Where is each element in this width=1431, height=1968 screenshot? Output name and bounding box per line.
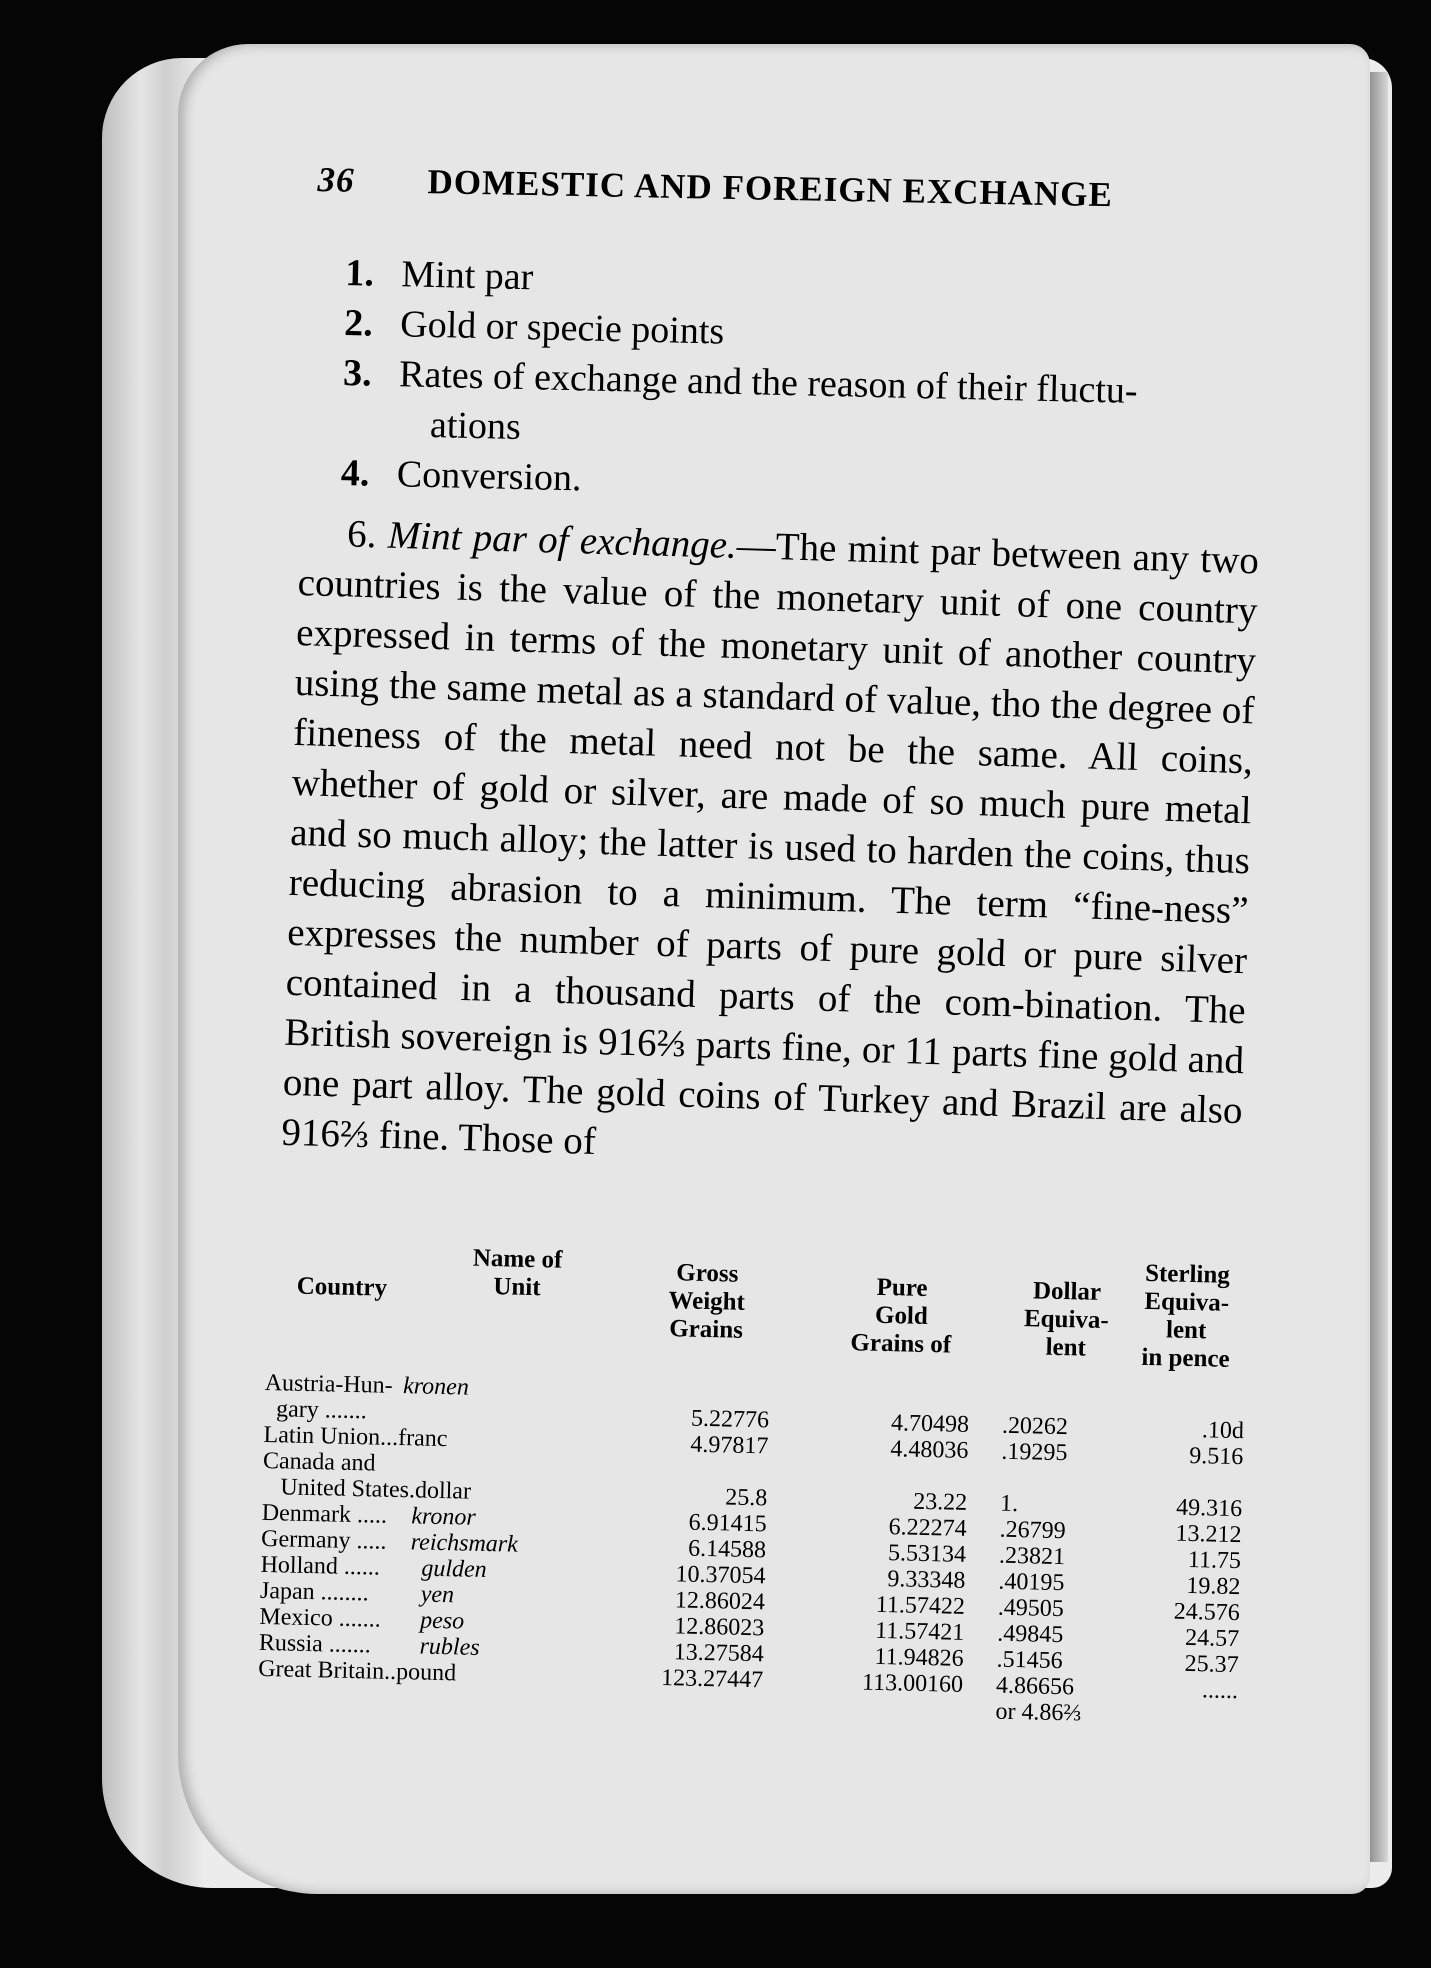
cell-dollar-equivalent: .51456: [996, 1646, 1063, 1675]
list-text: Gold or specie points: [399, 303, 725, 353]
cell-pure-gold: 23.22: [912, 1488, 968, 1516]
cell-unit-name: peso: [419, 1607, 465, 1635]
cell-sterling-equivalent: 24.57: [1184, 1624, 1240, 1653]
cell-unit-name: kronor: [411, 1503, 477, 1531]
paragraph-caption: Mint par of exchange.: [387, 513, 738, 567]
list-number: 2.: [343, 301, 374, 345]
exchange-table: [257, 1240, 1247, 1730]
cell-sterling-equivalent: 19.82: [1186, 1572, 1241, 1601]
header-unit: Name of Unit: [472, 1244, 563, 1302]
cell-gross-weight: 10.37054: [675, 1561, 766, 1590]
cell-gross-weight: 6.14588: [687, 1535, 767, 1564]
cell-pure-gold: 11.57421: [874, 1617, 965, 1646]
cell-pure-gold: 4.70498: [890, 1410, 970, 1438]
cell-unit-name: kronen: [402, 1373, 470, 1401]
cell-country: Great Britain..pound: [257, 1655, 457, 1687]
list-continuation: ations: [429, 403, 522, 449]
cell-sterling-equivalent: 9.516: [1189, 1442, 1244, 1471]
cell-pure-gold: 4.48036: [890, 1436, 969, 1464]
body-paragraph: [281, 508, 1260, 1186]
cell-sterling-equivalent: 11.75: [1187, 1546, 1242, 1575]
cell-country: Holland ......: [260, 1551, 381, 1581]
topic-list: [340, 248, 1265, 519]
cell-pure-gold: 11.94826: [874, 1643, 964, 1672]
list-text: Conversion.: [396, 453, 583, 500]
running-title: DOMESTIC AND FOREIGN EXCHANGE: [427, 162, 1114, 215]
header-dollar: Dollar Equiva- lent: [1023, 1277, 1110, 1362]
cell-country: Mexico .......: [259, 1603, 382, 1633]
cell-country: Denmark .....: [261, 1499, 388, 1529]
table-body: [257, 1370, 1244, 1730]
cell-unit-name: yen: [420, 1581, 455, 1609]
cell-unit-name: reichsmark: [410, 1529, 519, 1558]
cell-dollar-equivalent: .20262: [1001, 1412, 1069, 1441]
cell-gross-weight: 5.22776: [690, 1405, 770, 1434]
cell-gross-weight: 25.8: [724, 1484, 768, 1512]
cell-country: Austria-Hun-: [264, 1369, 393, 1399]
paragraph-number: 6.: [346, 512, 378, 557]
header-gross: Gross Weight Grains: [668, 1259, 746, 1344]
cell-dollar-equivalent: or 4.86⅔: [995, 1698, 1082, 1727]
list-number: 3.: [342, 351, 373, 395]
paragraph-text: —The mint par between any two countries is the value of the monetary unit of one country expressed in terms of the monetary unit of another country using the same metal as a standard of value, tho the degree of fineness of the metal need not be the same. All coins, whether of gold or silver, are made of so much pure metal and so much alloy; the latter is used to harden the coins, thus reducing abrasion to a minimum. The term “fine-ness” expresses the number of parts of pure gold or pure silver contained in a thousand parts of the com-bination. The British sovereign is 916⅔ parts fine, or 11 parts fine gold and one part alloy. The gold coins of Turkey and Brazil are also 916⅔ fine. Those of: [280, 523, 1260, 1164]
list-text: Mint par: [400, 253, 534, 299]
cell-pure-gold: 9.33348: [887, 1566, 966, 1594]
facing-page-edge: [1368, 72, 1388, 1862]
cell-dollar-equivalent: .23821: [998, 1542, 1066, 1571]
cell-sterling-equivalent: 13.212: [1175, 1520, 1242, 1549]
cell-sterling-equivalent: 49.316: [1175, 1494, 1243, 1523]
cell-dollar-equivalent: 4.86656: [995, 1672, 1075, 1701]
cell-sterling-equivalent: 25.37: [1184, 1650, 1239, 1679]
cell-country: Germany .....: [260, 1525, 387, 1555]
cell-dollar-equivalent: 1.: [999, 1490, 1019, 1518]
cell-gross-weight: 4.97817: [690, 1431, 769, 1460]
cell-country: Canada and: [262, 1447, 376, 1477]
cell-gross-weight: 12.86023: [674, 1613, 765, 1642]
cell-dollar-equivalent: .26799: [999, 1516, 1066, 1545]
cell-country: Japan ........: [259, 1577, 369, 1607]
cell-dollar-equivalent: .49845: [996, 1620, 1064, 1649]
cell-sterling-equivalent: 24.576: [1173, 1598, 1241, 1627]
list-number: 4.: [340, 451, 370, 495]
cell-country: United States.dollar: [262, 1473, 472, 1505]
cell-gross-weight: 13.27584: [673, 1639, 765, 1668]
cell-sterling-equivalent: ......: [1201, 1677, 1239, 1705]
cell-pure-gold: 11.57422: [875, 1591, 966, 1620]
cell-sterling-equivalent: .10d: [1201, 1417, 1245, 1445]
cell-pure-gold: 5.53134: [887, 1540, 967, 1568]
header-sterling: Sterling Equiva- lent in pence: [1141, 1259, 1231, 1373]
page-number: 36: [317, 160, 355, 200]
cell-unit-name: rubles: [419, 1633, 480, 1661]
header-pure: Pure Gold Grains of: [850, 1273, 952, 1359]
cell-dollar-equivalent: .40195: [998, 1568, 1065, 1597]
cell-unit-name: gulden: [421, 1555, 487, 1584]
cell-country: gary .......: [263, 1395, 368, 1425]
table-header: [265, 1240, 1248, 1392]
cell-country: Russia .......: [258, 1629, 372, 1659]
header-country: Country: [296, 1272, 388, 1302]
cell-gross-weight: 6.91415: [688, 1509, 767, 1538]
list-text: Rates of exchange and the reason of their fluctu-: [398, 353, 1139, 412]
cell-dollar-equivalent: .49505: [997, 1594, 1065, 1623]
cell-gross-weight: 123.27447: [660, 1665, 764, 1694]
cell-gross-weight: 12.86024: [674, 1587, 766, 1616]
cell-pure-gold: 6.22274: [888, 1514, 967, 1542]
cell-dollar-equivalent: .19295: [1001, 1438, 1068, 1467]
cell-country: Latin Union...franc: [263, 1421, 448, 1453]
cell-pure-gold: 113.00160: [861, 1669, 964, 1698]
list-number: 1.: [344, 251, 375, 295]
